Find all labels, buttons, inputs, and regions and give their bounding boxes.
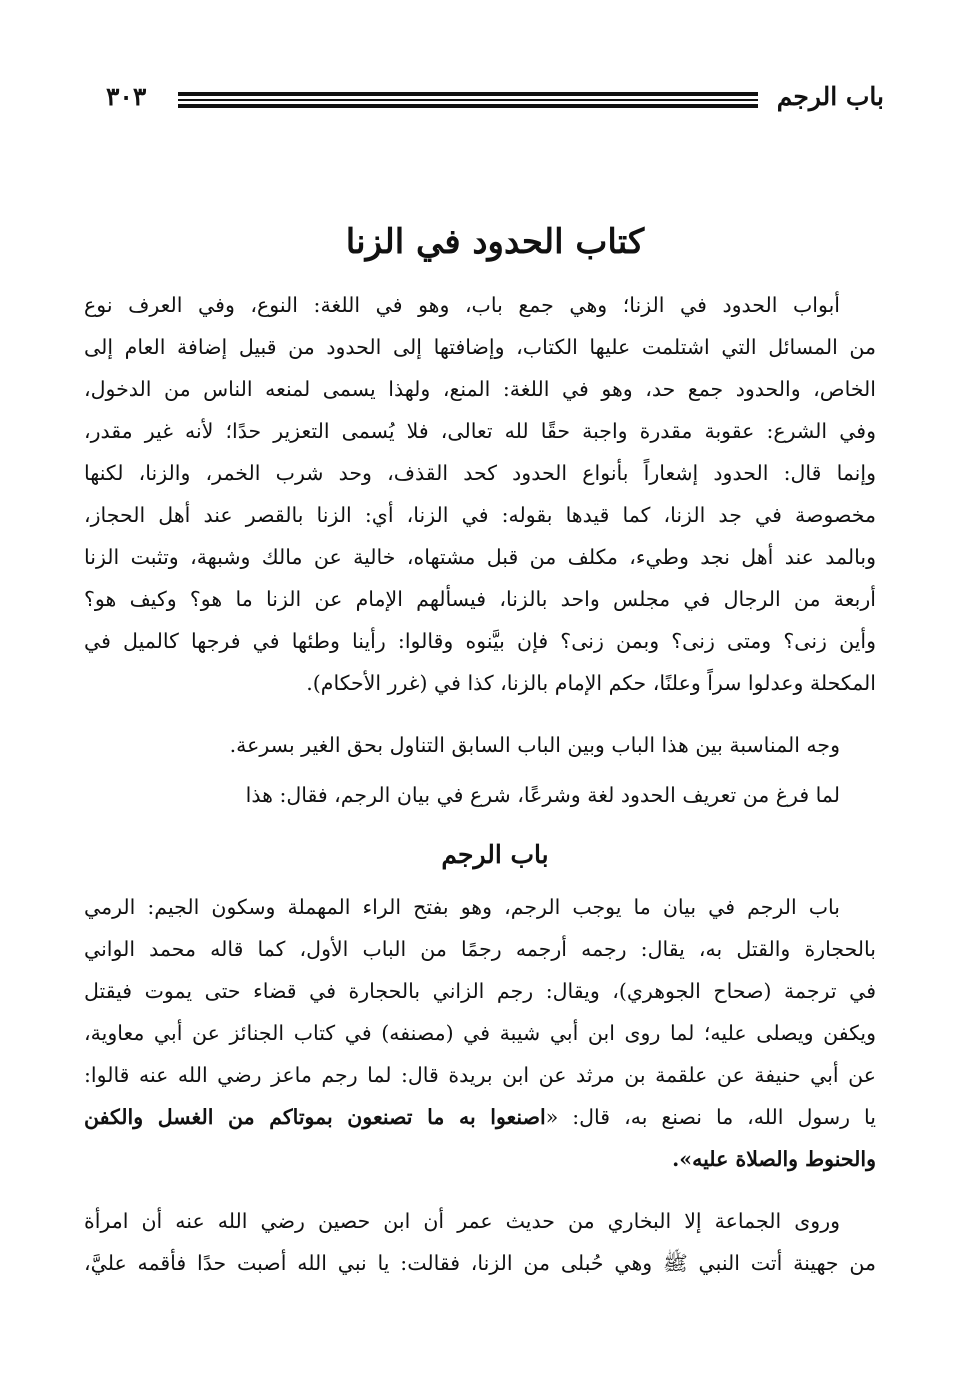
section-title: باب الرجم (441, 840, 549, 869)
text-line: في ترجمة (صحاح الجوهري)، ويقال: رجم الزاني بالحجارة في قضاء حتى يموت فيقتل (84, 979, 876, 1003)
running-header (106, 82, 884, 122)
final-paragraph (84, 1200, 876, 1284)
text-line: من المسائل التي اشتلمت عليها الكتاب، وإضافتها إلى الحدود من قبيل إضافة العام إلى (84, 335, 876, 359)
header-chapter-title: باب الرجم (776, 82, 884, 111)
header-rule (178, 92, 758, 108)
hadith-quote: اصنعوا به ما تصنعون بموتاكم من الغسل والكفن (84, 1105, 546, 1129)
header-rule-line (178, 92, 758, 96)
page-number: ٣٠٣ (106, 82, 147, 111)
text-line: باب الرجم في بيان ما يوجب الرجم، وهو بفتح الراء المهملة وسكون الجيم: الرمي (84, 895, 840, 919)
hadith-end-line: والحنوط والصلاة عليه». (672, 1147, 876, 1171)
text-line: من جهينة أتت النبي ﷺ وهي حُبلى من الزنا، فقالت: يا نبي الله أصبت حدًا فأقمه عليَّ، (84, 1251, 876, 1275)
text-line: وجه المناسبة بين هذا الباب وبين الباب السابق التناول بحق الغير بسرعة. (229, 733, 840, 757)
text-line: الخاص، والحدود جمع حد، وهو في اللغة: المنع، ولهذا يسمى لمنعه الناس من الدخول، (84, 377, 876, 401)
text-line: وأين زنى؟ ومتى زنى؟ وبمن زنى؟ فإن بيَّنوه وقالوا: رأينا وطئها في فرجها كالميل في (84, 629, 876, 653)
book-title: كتاب الحدود في الزنا (345, 222, 645, 262)
text-line: وبالمد عند أهل نجد وطيء، مكلف من قبل مشتهاه، خالية عن مالك وشبهة، وتثبت الزنا (84, 545, 876, 569)
text-line: ويكفن ويصلى عليه؛ لما روى ابن أبي شيبة في (مصنفه) في كتاب الجنائز عن أبي معاوية، (84, 1021, 876, 1045)
text-line: بالحجارة والقتل به، يقال: رجمه أرجمه رجمًا من الباب الأول، كما قاله محمد الواني (84, 937, 876, 961)
text-line: عن أبي حنيفة عن علقمة بن مرثد عن ابن بريدة قال: لما رجم ماعز رضي الله عنه قالوا: (84, 1063, 876, 1087)
text-line: أربعة من الرجال في مجلس واحد بالزنا، فيسألهم الإمام عن الزنا ما هو؟ وكيف هو؟ (84, 587, 876, 611)
text-line: وإنما قال: الحدود إشعاراً بأنواع الحدود كحد القذف، وحد شرب الخمر، والزنا، لكنها (84, 461, 876, 485)
text-line: أبواب الحدود في الزنا؛ وهي جمع باب، وهو في اللغة: النوع، وفي العرف نوع (84, 293, 840, 317)
hadith-intro: يا رسول الله، ما نصنع به، قال: « (545, 1105, 876, 1129)
header-rule-line (178, 104, 758, 108)
rajm-paragraph (84, 886, 876, 1180)
text-line: وفي الشرع: عقوبة مقدرة واجبة حقًا لله تعالى، فلا يُسمى التعزير حدًا؛ لأنه غير مقدر، (84, 419, 876, 443)
header-rule-line (178, 99, 758, 101)
text-line: المكحلة وعدلوا سراً وعلنًا، حكم الإمام بالزنا، كذا في (غرر الأحكام). (306, 671, 876, 695)
relation-paragraph (84, 724, 876, 766)
text-line: وروى الجماعة إلا البخاري من حديث عمر أن ابن حصين رضي الله عنه أن امرأة (84, 1209, 840, 1233)
text-line: مخصوصة في جد الزنا، كما قيدها بقوله: في الزنا، أي: الزنا بالقصر عند أهل الحجاز، (84, 503, 876, 527)
transition-paragraph (84, 774, 876, 816)
hadith-line (84, 1096, 876, 1138)
text-line: لما فرغ من تعريف الحدود لغة وشرعًا، شرع في بيان الرجم، فقال: هذا (245, 783, 840, 807)
intro-paragraph (84, 284, 876, 704)
